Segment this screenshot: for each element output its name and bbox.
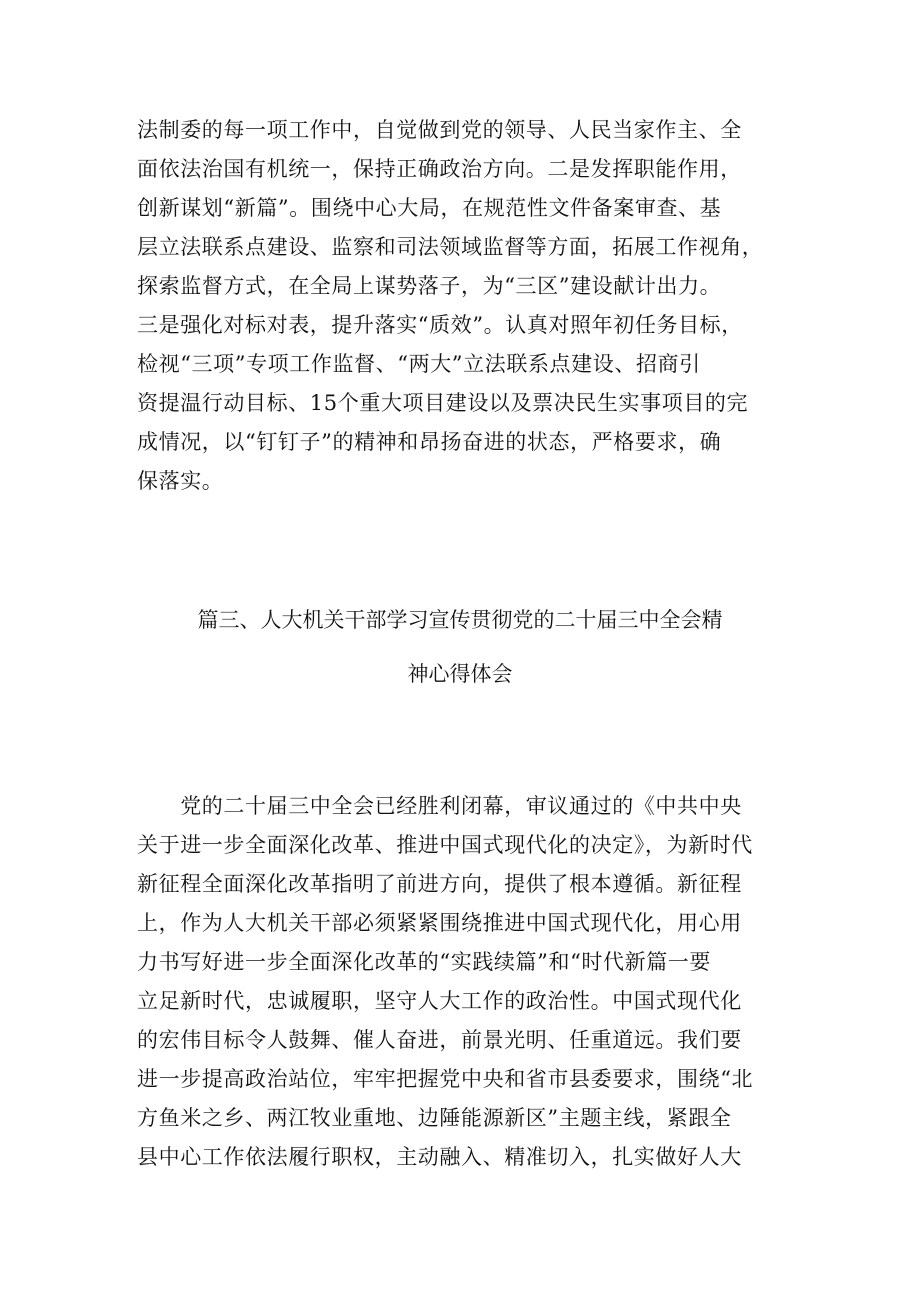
paragraph-2-line-8: 进一步提高政治站位，牢牢把握党中央和省市县委要求，围绕“北 [137, 1067, 754, 1091]
section-heading-line-2: 神心得体会 [407, 662, 513, 686]
paragraph-1-line-3: 创新谋划“新篇”。围绕中心大局，在规范性文件备案审查、基 [137, 196, 722, 220]
paragraph-2-line-3: 新征程全面深化改革指明了前进方向，提供了根本遵循。新征程 [137, 872, 742, 896]
paragraph-2-line-5: 力书写好进一步全面深化改革的“实践续篇”和“时代新篇一要 [137, 950, 712, 974]
paragraph-2-line-2: 关于进一步全面深化改革、推进中国式现代化的决定》，为新时代 [137, 833, 753, 857]
paragraph-2-line-6: 立足新时代，忠诚履职，坚守人大工作的政治性。中国式现代化 [137, 989, 742, 1013]
paragraph-1-line-9: 成情况，以“钉钉子”的精神和昂扬奋进的状态，严格要求，确 [137, 430, 722, 454]
section-heading-line-1: 篇三、人大机关干部学习宣传贯彻党的二十届三中全会精 [197, 608, 723, 632]
paragraph-1-line-1: 法制委的每一项工作中，自觉做到党的领导、人民当家作主、全 [137, 118, 742, 142]
paragraph-1-line-10: 保落实。 [137, 469, 224, 493]
paragraph-2-line-9: 方鱼米之乡、两江牧业重地、边陲能源新区”主题主线，紧跟全 [137, 1106, 732, 1130]
paragraph-1-line-2: 面依法治国有机统一，保持正确政治方向。二是发挥职能作用， [137, 157, 742, 181]
paragraph-1-line-6: 三是强化对标对表，提升落实“质效”。认真对照年初任务目标， [137, 313, 743, 337]
paragraph-1-line-8: 资提温行动目标、15个重大项目建设以及票决民生实事项目的完 [137, 391, 749, 415]
paragraph-2-line-7: 的宏伟目标令人鼓舞、催人奋进，前景光明、任重道远。我们要 [137, 1028, 742, 1052]
paragraph-2-line-1: 党的二十届三中全会已经胜利闭幕，审议通过的《中共中央 [137, 794, 742, 818]
paragraph-1-line-5: 探索监督方式，在全局上谋势落子，为“三区”建设献计出力。 [137, 274, 722, 298]
paragraph-1-line-4: 层立法联系点建设、监察和司法领域监督等方面，拓展工作视角， [137, 235, 764, 259]
paragraph-1-line-7: 检视“三项”专项工作监督、“两大”立法联系点建设、招商引 [137, 352, 701, 376]
paragraph-2-line-10: 县中心工作依法履行职权，主动融入、精准切入，扎实做好人大 [137, 1145, 742, 1169]
paragraph-2-line-4: 上，作为人大机关干部必须紧紧围绕推进中国式现代化，用心用 [137, 911, 742, 935]
